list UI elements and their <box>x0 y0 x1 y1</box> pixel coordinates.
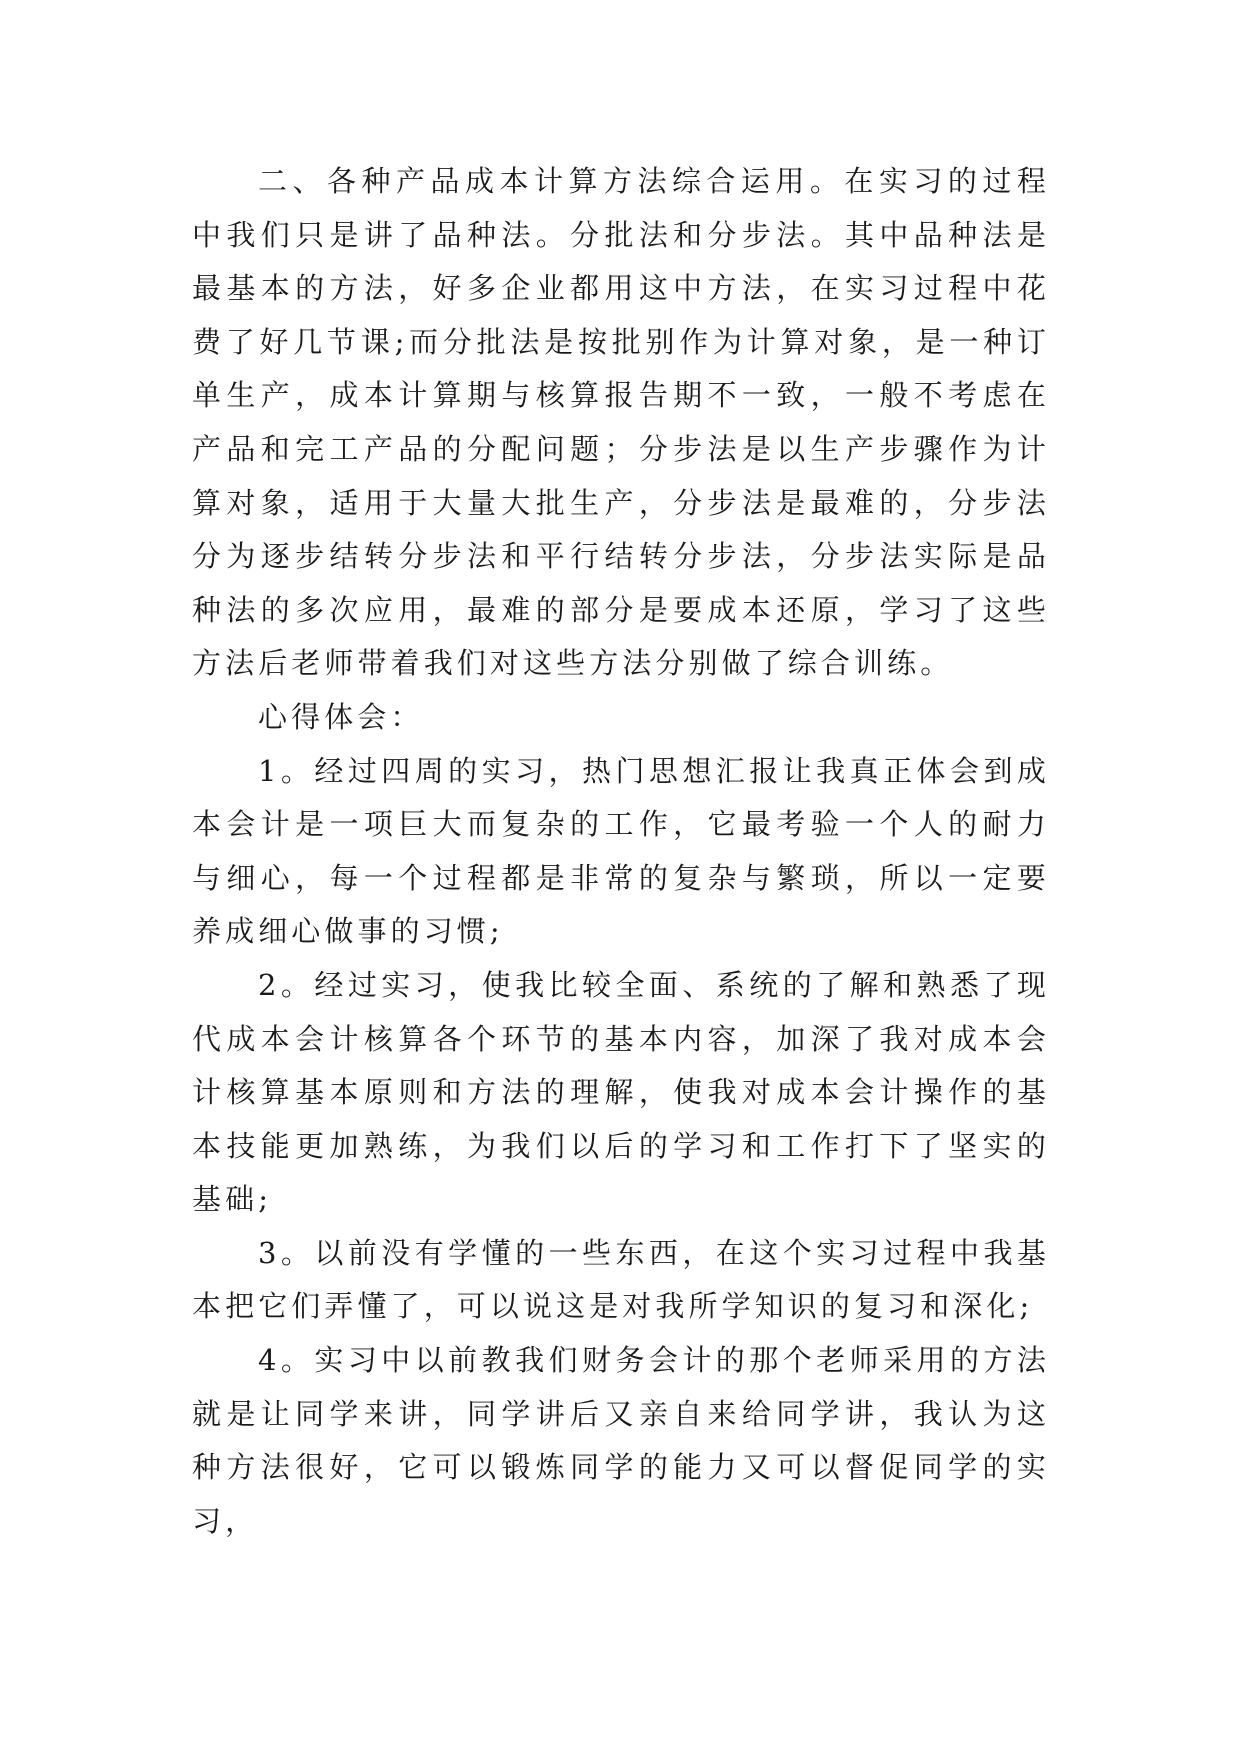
paragraph-insight-1: 1。经过四周的实习，热门思想汇报让我真正体会到成本会计是一项巨大而复杂的工作，它最考验一个人的耐力与细心，每一个过程都是非常的复杂与繁琐，所以一定要养成细心做事的习惯; <box>192 753 1050 949</box>
paragraph-heading-insights: 心得体会： <box>258 699 424 734</box>
document-body <box>192 155 1050 1548</box>
paragraph-cost-methods: 二、各种产品成本计算方法综合运用。在实习的过程中我们只是讲了品种法。分批法和分步法。其中品种法是最基本的方法，好多企业都用这中方法，在实习过程中花费了好几节课;而分批法是按批别作为计算对象，是一种订单生产，成本计算期与核算报告期不一致，一般不考虑在产品和完工产品的分配问题；分步法是以生产步骤作为计算对象，适用于大量大批生产，分步法是最难的，分步法分为逐步结转分步法和平行结转分步法，分步法实际是品种法的多次应用，最难的部分是要成本还原，学习了这些方法后老师带着我们对这些方法分别做了综合训练。 <box>192 164 1050 681</box>
paragraph-insight-4: 4。实习中以前教我们财务会计的那个老师采用的方法就是让同学来讲，同学讲后又亲自来给同学讲，我认为这种方法很好，它可以锻炼同学的能力又可以督促同学的实习， <box>192 1343 1050 1538</box>
paragraph-insight-2: 2。经过实习，使我比较全面、系统的了解和熟悉了现代成本会计核算各个环节的基本内容，加深了我对成本会计核算基本原则和方法的理解，使我对成本会计操作的基本技能更加熟练，为我们以后的学习和工作打下了坚实的基础; <box>192 967 1050 1217</box>
paragraph-insight-3: 3。以前没有学懂的一些东西，在这个实习过程中我基本把它们弄懂了，可以说这是对我所学知识的复习和深化; <box>192 1235 1050 1324</box>
